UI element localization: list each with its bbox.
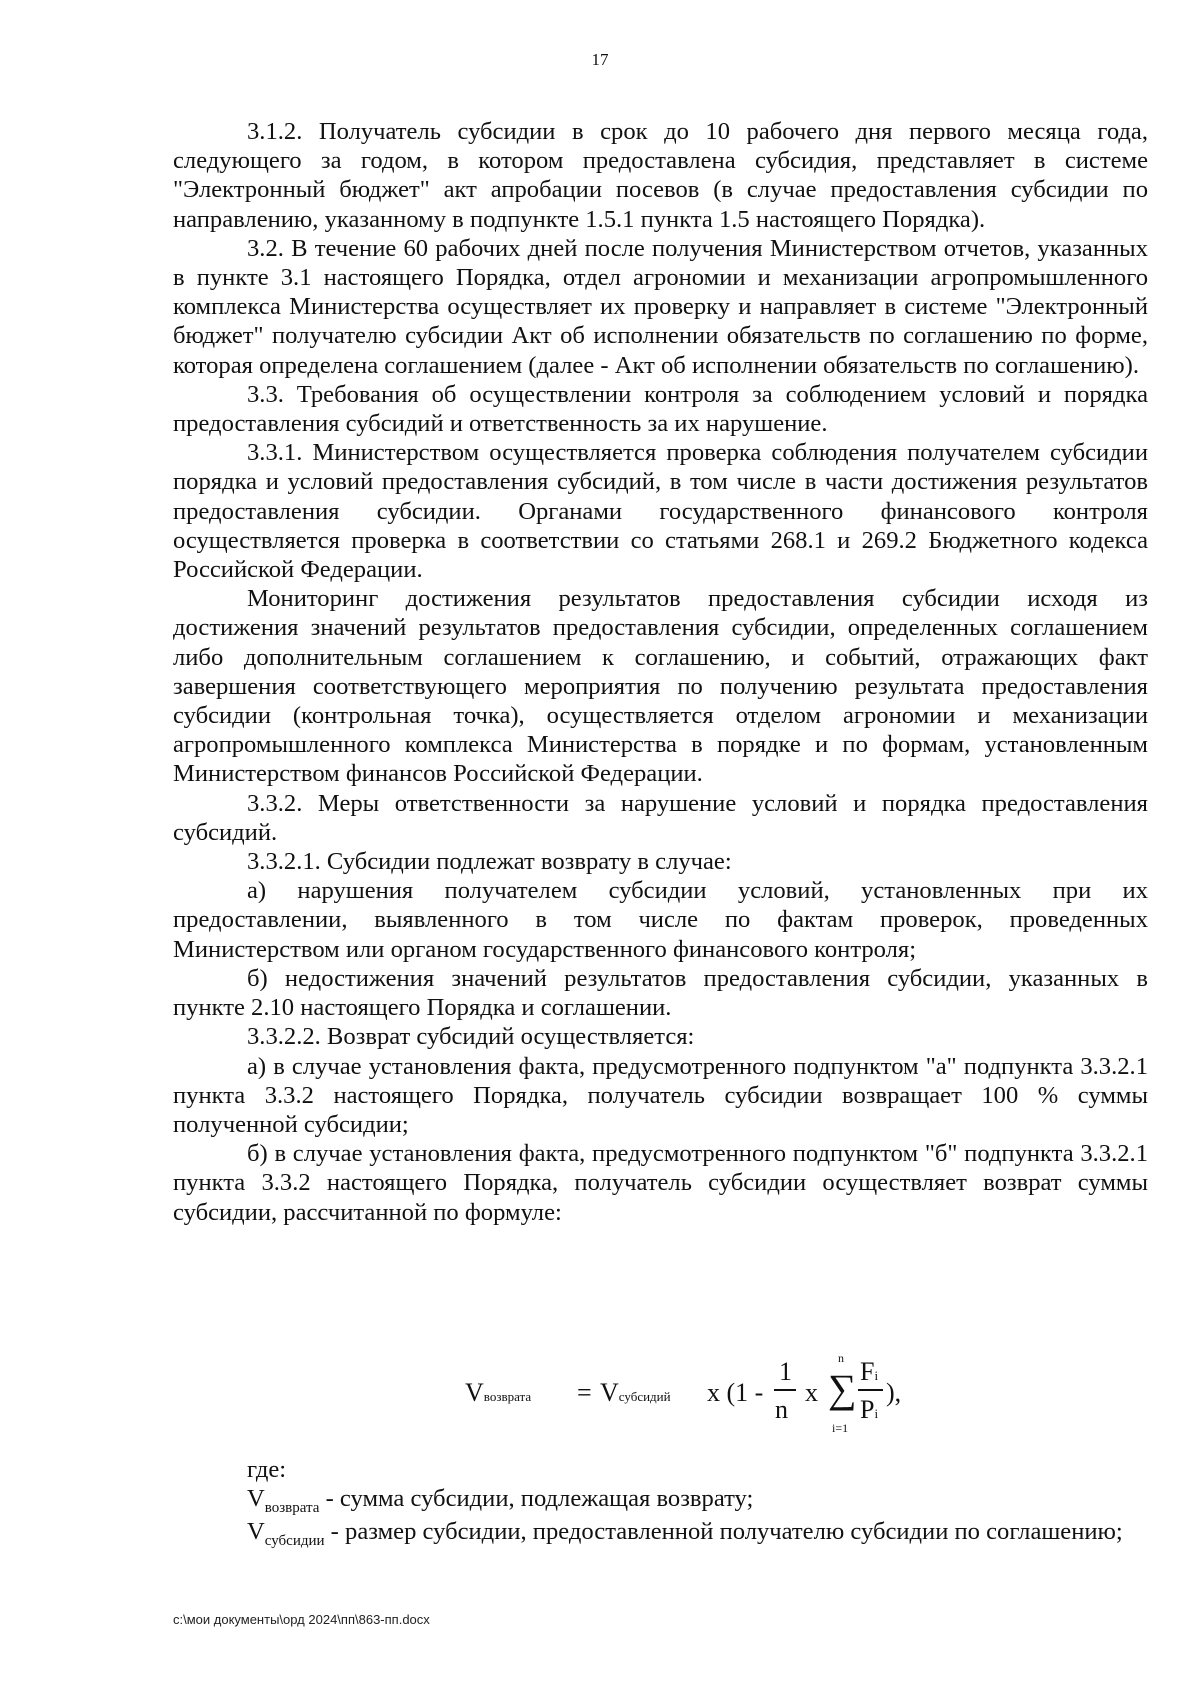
formula-equals: = — [577, 1378, 592, 1407]
formula-sum-lower: i=1 — [832, 1421, 849, 1435]
formula-sum-upper: n — [838, 1351, 844, 1365]
definition-v-subsidy: $V_{субсидии}$ - размер субсидии, предоставленной получателю субсидии по соглашению; — [247, 1518, 1123, 1550]
formula-times: x — [805, 1378, 818, 1407]
definitions-block — [173, 1455, 1148, 1551]
paragraph-monitoring: Мониторинг достижения результатов предоставления субсидии исходя из достижения значений результатов предоставления субсидии, определенных соглашением либо дополнительным соглашением к соглашению, и событий, отражающих факт завершения соответствующего мероприятия по получению результата предоставления субсидии (контрольная точка), осуществляется отделом агрономии и механизации агропромышленного комплекса Министерства в порядке и по формам, установленным Министерством финансов Российской Федерации. — [173, 585, 1148, 788]
paragraph-return-a: а) в случае установления факта, предусмотренного подпунктом "а" подпункта 3.3.2.1 пункта 3.3.2 настоящего Порядка, получатель субсидии возвращает 100 % суммы полученной субсидии; — [173, 1052, 1148, 1138]
paragraph-3-2: 3.2. В течение 60 рабочих дней после получения Министерством отчетов, указанных в пункте 3.1 настоящего Порядка, отдел агрономии и механизации агропромышленного комплекса Министерства осуществляет их проверку и направляет в системе "Электронный бюджет" получателю субсидии Акт об исполнении обязательств по соглашению по форме, которая определена соглашением (далее - Акт об исполнении обязательств по соглашению). — [173, 234, 1148, 379]
paragraph-item-a: а) нарушения получателем субсидии условий, установленных при их предоставлении, выявленного в том числе по фактам проверок, проведенных Министерством или органом государственного финансового контроля; — [173, 877, 1148, 963]
formula-close: ), — [886, 1378, 902, 1407]
formula-sum-sign: ∑ — [828, 1366, 857, 1411]
formula-ratio-bar — [858, 1389, 883, 1391]
formula-fraction-bar — [774, 1389, 796, 1391]
paragraph-3-3-2-2: 3.3.2.2. Возврат субсидий осуществляется: — [247, 1023, 695, 1051]
paragraph-3-1-2: 3.1.2. Получатель субсидии в срок до 10 рабочего дня первого месяца года, следующего за годом, в котором предоставлена субсидия, представляет в системе "Электронный бюджет" акт апробации посевов (в случае предоставления субсидии по направлению, указанному в подпункте 1.5.1 пункта 1.5 настоящего Порядка). — [173, 118, 1148, 233]
page-number: 17 — [591, 50, 609, 69]
footer-file-path: c:\мои документы\орд 2024\пп\863-пп.docx — [173, 1612, 430, 1627]
paragraph-item-b: б) недостижения значений результатов предоставления субсидии, указанных в пункте 2.10 настоящего Порядка и соглашении. — [173, 964, 1148, 1022]
paragraph-3-3-1: 3.3.1. Министерством осуществляется проверка соблюдения получателем субсидии порядка и условий предоставления субсидий, в том числе в части достижения результатов предоставления субсидии. Органами государственного финансового контроля осуществляется проверка в соответствии со статьями 268.1 и 269.2 Бюджетного кодекса Российской Федерации. — [173, 439, 1148, 584]
return-formula — [465, 1345, 902, 1445]
formula-ratio-numerator: Fi — [860, 1357, 879, 1386]
formula-fraction-numerator: 1 — [779, 1357, 792, 1386]
paragraph-3-3: 3.3. Требования об осуществлении контроля за соблюдением условий и порядка предоставления субсидий и ответственность за их нарушение. — [173, 380, 1148, 438]
definition-v-return: $V_{возврата}$ - сумма субсидии, подлежащая возврату; — [247, 1485, 754, 1517]
document-body — [173, 117, 1148, 1227]
where-label: где: — [247, 1456, 287, 1483]
formula-fraction-denominator: n — [775, 1395, 788, 1424]
formula-v-return: Vвозврата — [465, 1378, 532, 1407]
paragraph-3-3-2-1: 3.3.2.1. Субсидии подлежат возврату в случае: — [247, 848, 732, 876]
paragraph-3-3-2: 3.3.2. Меры ответственности за нарушение условий и порядка предоставления субсидий. — [173, 789, 1148, 846]
paragraph-return-b: б) в случае установления факта, предусмотренного подпунктом "б" подпункта 3.3.2.1 пункта 3.3.2 настоящего Порядка, получатель субсидии осуществляет возврат суммы субсидии, рассчитанной по формуле: — [173, 1140, 1148, 1226]
formula-times-open: x (1 - — [707, 1378, 764, 1407]
formula-v-subsidy: Vсубсидий — [600, 1378, 671, 1407]
formula-ratio-denominator: Pi — [860, 1395, 879, 1424]
